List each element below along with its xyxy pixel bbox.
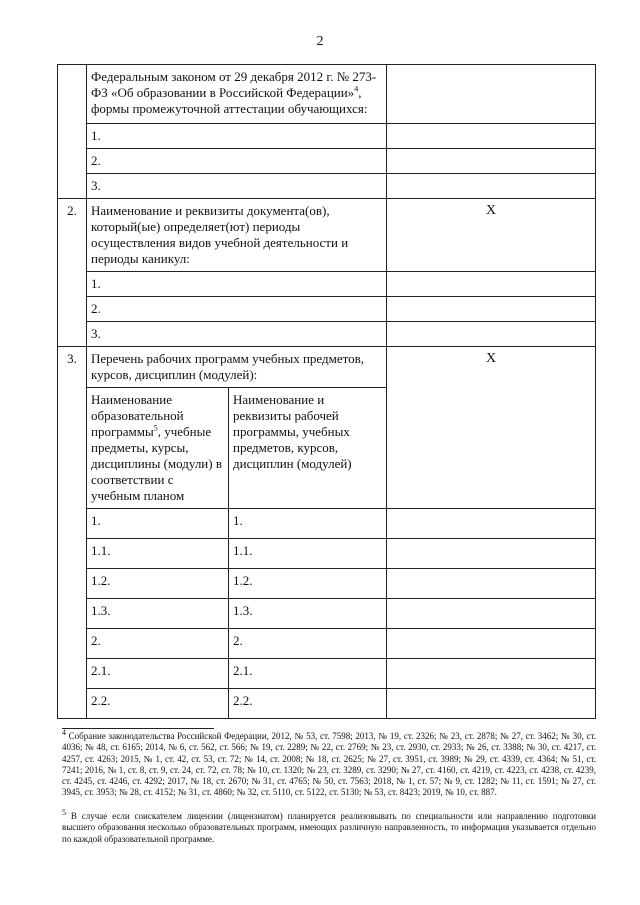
section1-item-2: 2. <box>87 149 387 174</box>
program-cell: 1. <box>87 509 229 539</box>
section1-item-3: 3. <box>87 174 387 199</box>
footnote-divider <box>62 728 214 729</box>
section1-number-cell <box>58 65 87 199</box>
section3-mark: X <box>387 347 596 509</box>
work-program-cell: 2. <box>229 629 387 659</box>
section2-heading-row <box>58 199 596 272</box>
section3-row <box>58 539 596 569</box>
section2-item-row <box>58 297 596 322</box>
attestation-table <box>57 64 596 719</box>
section2-item-row <box>58 272 596 297</box>
section1-item-row <box>58 149 596 174</box>
section3-row <box>58 689 596 719</box>
section2-item-3: 3. <box>87 322 387 347</box>
section1-item-1: 1. <box>87 124 387 149</box>
section3-heading-row <box>58 347 596 388</box>
program-cell: 2.2. <box>87 689 229 719</box>
work-program-cell: 2.1. <box>229 659 387 689</box>
footnote-4: $^4$ Собрание законодательства Российской Федерации, 2012, № 53, ст. 7598; 2013, № 19, ст. 2326; № 23, ст. 2878; № 27, ст. 3462; № 30, ст. 4036; № 48, ст. 6165; 2014, № 6, ст. 562, ст. 566; № 19, ст. 2289; № 22, ст. 2769; № 23, ст. 2930, ст. 2933; № 26, ст. 3388; № 30, ст. 4217, ст. 4257, ст. 4263; 2015, № 1, ст. 42, ст. 53, ст. 72; № 14, ст. 2008; № 18, ст. 2625; № 27, ст. 3951, ст. 3989; № 29, ст. 4339, ст. 4364; № 51, ст. 7241; 2016, № 1, ст. 8, ст. 9, ст. 24, ст. 72, ст. 78; № 10, ст. 1320; № 23, ст. 3289, ст. 3290; № 27, ст. 4160, ст. 4219, ст. 4223, ст. 4238, ст. 4239, ст. 4245, ст. 4246, ст. 4292; 2017, № 18, ст. 2670; № 31, ст. 4765; № 50, ст. 7563; 2018, № 1, ст. 57; № 9, ст. 1282; № 11, ст. 1591; № 27, ст. 3945, ст. 3953; № 28, ст. 4152; № 31, ст. 4860; № 32, ст. 5110, ст. 5122, ст. 5130; № 53, ст. 8423; 2019, № 10, ст. 887. <box>62 728 596 798</box>
section3-number: 3. <box>58 347 87 719</box>
section3-row <box>58 509 596 539</box>
program-cell: 1.3. <box>87 599 229 629</box>
program-cell: 2.1. <box>87 659 229 689</box>
section3-heading: Перечень рабочих программ учебных предметов, курсов, дисциплин (модулей): <box>87 347 387 388</box>
section2-mark: X <box>387 199 596 272</box>
section2-item-1: 1. <box>87 272 387 297</box>
program-column-header: Наименование образовательной программы$^5$, учебные предметы, курсы, дисциплины (модули) в соответствии с учебным планом <box>87 388 229 509</box>
work-program-cell: 1.1. <box>229 539 387 569</box>
footnote-5: $^5$ В случае если соискателем лицензии (лицензиатом) планируется реализовывать по специальности или направлению подготовки высшего образования несколько образовательных программ, имеющих различную направленность, то информация указывается отдельно по каждой образовательной программе. <box>62 808 596 844</box>
section3-row <box>58 659 596 689</box>
section1-heading-row <box>58 65 596 124</box>
section1-heading: Федеральным законом от 29 декабря 2012 г. № 273-ФЗ «Об образовании в Российской Федерации»$^4$, формы промежуточной аттестации обучающихся: <box>87 65 387 124</box>
program-cell: 1.2. <box>87 569 229 599</box>
section3-row <box>58 569 596 599</box>
section3-row <box>58 629 596 659</box>
work-program-cell: 1. <box>229 509 387 539</box>
section2-number: 2. <box>58 199 87 347</box>
section2-item-row <box>58 322 596 347</box>
work-program-column-header: Наименование и реквизиты рабочей программы, учебных предметов, курсов, дисциплин (модулей) <box>229 388 387 509</box>
section1-item-row <box>58 174 596 199</box>
work-program-cell: 2.2. <box>229 689 387 719</box>
program-cell: 1.1. <box>87 539 229 569</box>
section2-heading: Наименование и реквизиты документа(ов), который(ые) определяет(ют) периоды осуществления видов учебной деятельности и периоды каникул: <box>87 199 387 272</box>
section1-item-row <box>58 124 596 149</box>
program-cell: 2. <box>87 629 229 659</box>
section2-item-2: 2. <box>87 297 387 322</box>
section3-row <box>58 599 596 629</box>
page-number: 2 <box>316 34 324 49</box>
section1-value-cell <box>387 65 596 124</box>
work-program-cell: 1.2. <box>229 569 387 599</box>
work-program-cell: 1.3. <box>229 599 387 629</box>
